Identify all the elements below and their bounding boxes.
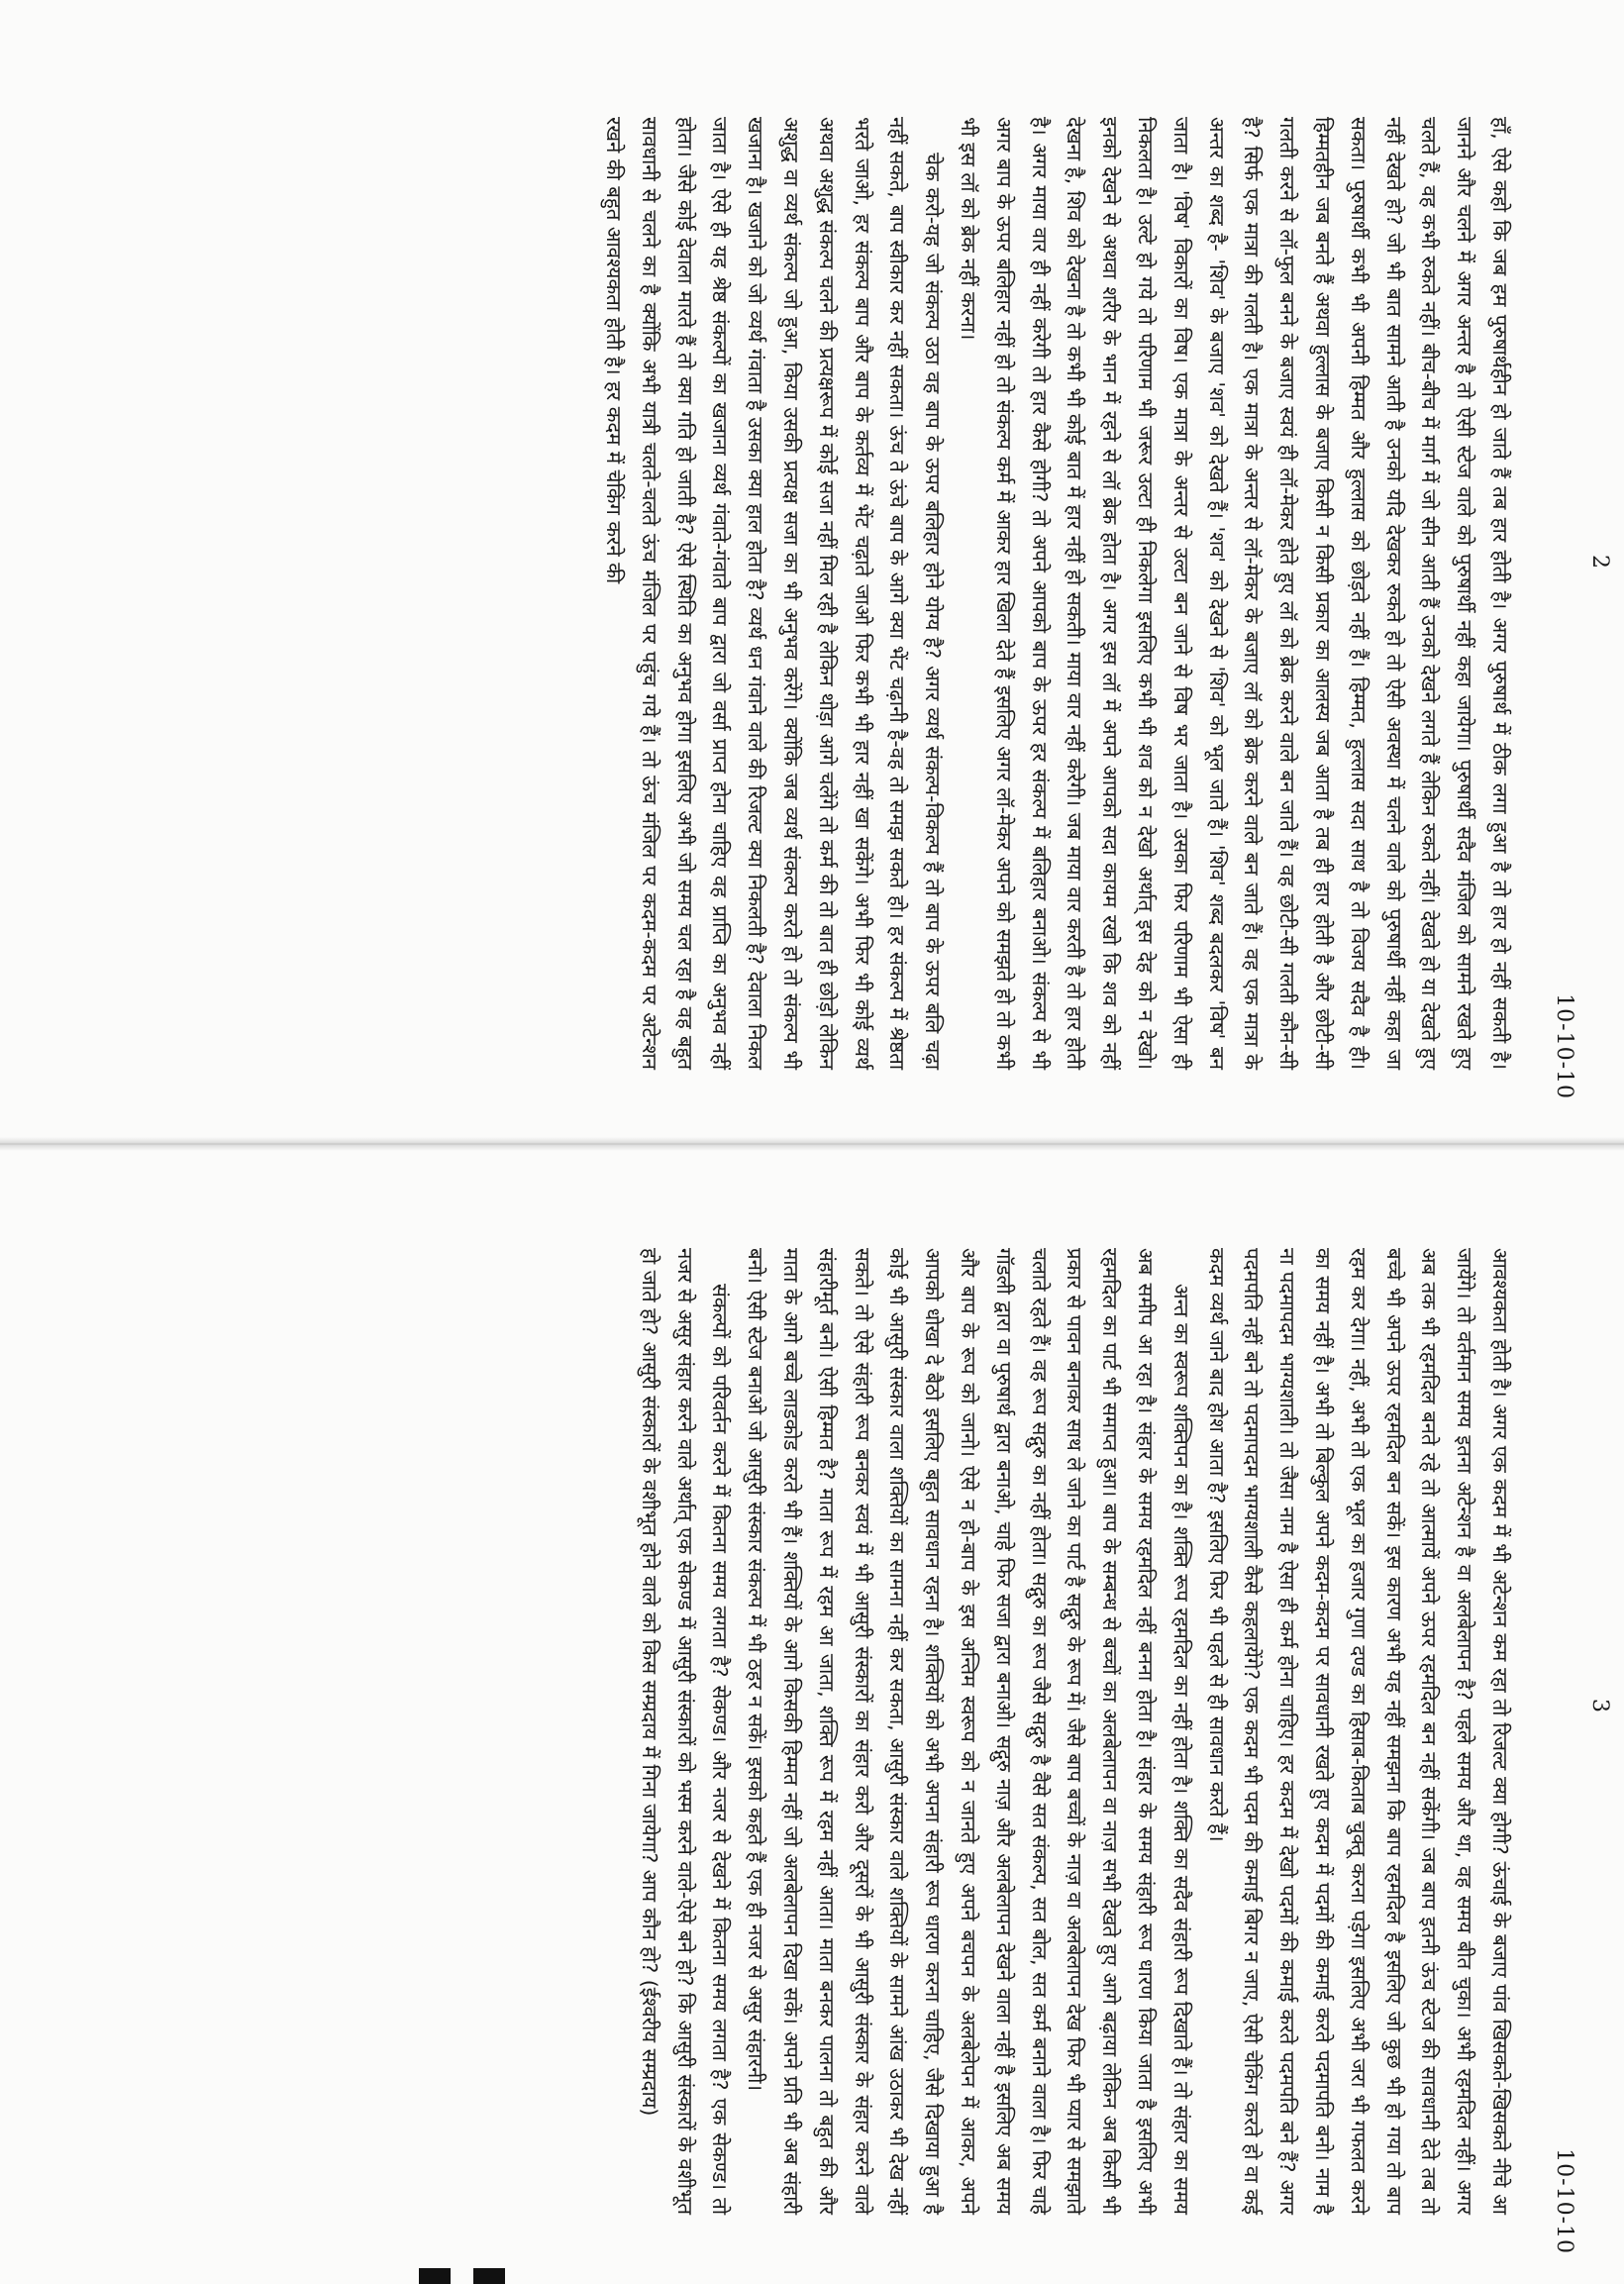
page-date: 10-10-10 bbox=[1552, 2148, 1576, 2254]
right-page bbox=[0, 1149, 1624, 2284]
page-number: 3 bbox=[1587, 1699, 1612, 1713]
page-date: 10-10-10 bbox=[1552, 993, 1576, 1099]
page-body bbox=[631, 1248, 1517, 2215]
paragraph: चेक करो-यह जो संकल्प उठा वह बाप के ऊपर बलिहार होने योग्य है? अगर व्यर्थ संकल्प-विकल्प हैं तो बाप के ऊपर बलि चढ़ा नहीं सकते, बाप स्वीकार कर नहीं सकता। ऊंच ते ऊंचे बाप के आगे क्या भेंट चढ़ानी है-वह तो समझ सकते हो। हर संकल्प में श्रेष्ठता भरते जाओ, हर संकल्प बाप और बाप के कर्तव्य में भेंट चढ़ाते जाओ फिर कभी भी हार नहीं खा सकेंगे। अभी फिर भी कोई व्यर्थ अथवा अशुद्ध संकल्प चलने की प्रत्यक्षरूप में कोई सजा नहीं मिल रही है लेकिन थोड़ा आगे चलेंगे तो कर्म की तो बात ही छोड़ो लेकिन अशुद्ध वा व्यर्थ संकल्प जो हुआ, किया उसकी प्रत्यक्ष सजा का भी अनुभव करेंगे। क्योंकि जब व्यर्थ संकल्प करते हो तो संकल्प भी खजाना है। खजाने को जो व्यर्थ गंवाता है उसका क्या हाल होता है? व्यर्थ धन गंवाने वाले की रिजल्ट क्या निकलती है? देवाला निकल जाता है। ऐसे ही यह श्रेष्ठ संकल्पों का खजाना व्यर्थ गंवाते-गंवाते बाप द्वारा जो वर्सा प्राप्त होना चाहिए वह प्राप्ति का अनुभव नहीं होता। जैसे कोई देवाला मारते हैं तो क्या गति हो जाती है? ऐसे स्थिति का अनुभव होगा इसलिए अभी जो समय चल रहा है वह बहुत सावधानी से चलने का है क्योंकि अभी यात्री चलते-चलते ऊंच मंजिल पर पहुंच गये हैं। तो ऊंच मंजिल पर कदम-कदम पर अटेन्शन रखने की बहुत आवश्यकता होती है। हर कदम में चेकिंग करने की bbox=[602, 117, 946, 1070]
paragraph: आवश्यकता होती है। अगर एक कदम में भी अटेन्शन कम रहा तो रिजल्ट क्या होगी? ऊंचाई के बजाए पांव खिसकते-खिसकते नीचे आ जायेंगे। तो वर्तमान समय इतना अटेन्शन है वा अलबेलापन है? पहले समय और था, वह समय बीत चुका। अभी रहमदिल नहीं। अगर अब तक भी रहमदिल बनते रहे तो आत्मायें अपने ऊपर रहमदिल बन नहीं सकेंगी। जब बाप इतनी ऊंच स्टेज की सावधानी देते तब तो बच्चे भी अपने ऊपर रहमदिल बन सकें। इस कारण अभी यह नहीं समझना कि बाप रहमदिल है इसलिए जो कुछ भी हो गया तो बाप रहम कर देगा। नहीं, अभी तो एक भूल का हजार गुणा दण्ड का हिसाब-किताब चुक्तू करना पड़ेगा इसलिए अभी जरा भी गफलत करने का समय नहीं है। अभी तो बिल्कुल अपने कदम-कदम पर सावधानी रखते हुए कदम में पदमों की कमाई करते पदमापति बनो। नाम है ना पदमापदम भाग्यशाली। तो जैसा नाम है ऐसा ही कर्म होना चाहिए। हर कदम में देखो पदमों की कमाई करते पदमपति बने हैं? अगर पदमपति नहीं बने तो पदमापदम भाग्यशाली कैसे कहलायेंगे? एक कदम भी पदम की कमाई बिगर न जाए, ऐसी चेकिंग करते हो वा कई कदम व्यर्थ जाने बाद होश आता है? इसलिए फिर भी पहले से ही सावधान करते हैं। bbox=[1204, 1248, 1512, 2215]
scan-edge-mark bbox=[419, 2268, 451, 2284]
left-page bbox=[0, 0, 1624, 1139]
paragraph: हाँ, ऐसे कहो कि जब हम पुरुषार्थहीन हो जाते हैं तब हार होती है। अगर पुरुषार्थ में ठीक लगा हुआ है तो हार हो नहीं सकती है। जानने और चलने में अगर अन्तर है तो ऐसी स्टेज वाले को पुरुषार्थी नहीं कहा जायेगा। पुरुषार्थी सदैव मंजिल को सामने रखते हुए चलते हैं, वह कभी रुकते नहीं। बीच-बीच में मार्ग में जो सीन आती हैं उनको देखने लगते हैं लेकिन रुकते नहीं। देखते हो या देखते हुए नहीं देखते हो? जो भी बात सामने आती है उनको यदि देखकर रुकते हो तो ऐसी अवस्था में चलने वाले को पुरुषार्थी नहीं कहा जा सकता। पुरुषार्थी कभी भी अपनी हिम्मत और हुल्लास को छोड़ते नहीं हैं। हिम्मत, हुल्लास सदा साथ है तो विजय सदैव है ही। हिम्मतहीन जब बनते हैं अथवा हुल्लास के बजाए किसी न किसी प्रकार का आलस्य जब आता है तब ही हार होती है और छोटी-सी गलती करने से लॉ-फुल बनने के बजाए स्वयं ही लॉ-मेकर होते हुए लॉ को ब्रेक करने वाले बन जाते हैं। वह छोटी-सी गलती कौन-सी है? सिर्फ एक मात्रा की गलती है। एक मात्रा के अन्तर से लॉ-मेकर के बजाए लॉ को ब्रेक करने वाले बन जाते हैं। वह एक मात्रा के अन्तर का शब्द है- 'शिव' के बजाए 'शव' को देखते हैं। 'शव' को देखने से 'शिव' को भूल जाते हैं। 'शिव' शब्द बदलकर 'विष' बन जाता है। 'विष' विकारों का विष। एक मात्रा के अन्तर से उल्टा बन जाने से विष भर जाता है। उसका फिर परिणाम भी ऐसा ही निकलता है। उल्टे हो गये तो परिणाम भी जरूर उल्टा ही निकलेगा इसलिए कभी भी शव को न देखो अर्थात् इस देह को न देखो। इनको देखने से अथवा शरीर के भान में रहने से लॉ ब्रेक होता है। अगर इस लॉ में अपने आपको सदा कायम रखो कि शव को नहीं देखना है, शिव को देखना है तो कभी भी कोई बात में हार नहीं हो सकती। माया वार नहीं करेगी। जब माया वार करती है तो हार होती है। अगर माया वार ही नहीं करेगी तो हार कैसे होगी? तो अपने आपको बाप के ऊपर हर संकल्प में बलिहार बनाओ। संकल्प से भी अगर बाप के ऊपर बलिहार नहीं हो तो संकल्प कर्म में आकर हार खिला देते हैं इसलिए अगर लॉ-मेकर अपने को समझते हो तो कभी भी इस लॉ को ब्रेक नहीं करना। bbox=[957, 117, 1512, 1070]
page-number: 2 bbox=[1587, 555, 1612, 569]
paragraph: संकल्पों को परिवर्तन करने में कितना समय लगता है? सेकण्ड। और नजर से देखने में कितना समय लगता है? एक सेकण्ड। तो नजर से असुर संहार करने वाले अर्थात् एक सेकण्ड में आसुरी संस्कारों को भस्म करने वाले-ऐसे बने हो? कि आसुरी संस्कारों के वशीभूत हो जाते हो? आसुरी संस्कारों के वशीभूत होने वाले को किस सम्प्रदाय में गिना जायेगा? आप कौन हो? (ईश्वरीय सम्प्रदाय) bbox=[637, 1248, 733, 2215]
page-body bbox=[595, 117, 1517, 1070]
paragraph: अन्त का स्वरूप शक्तिपन का है। शक्ति रूप रहमदिल का नहीं होता है। शक्ति का सदैव संहारी रूप दिखाते हैं। तो संहार का समय अब समीप आ रहा है। संहार के समय रहमदिल नहीं बनना होता है। संहार के समय संहारी रूप धारण किया जाता है इसलिए अभी रहमदिल का पार्ट भी समाप्त हुआ। बाप के सम्बन्ध से बच्चों का अलबेलापन वा नाज़ सभी देखते हुए आगे बढ़ाया लेकिन अब किसी भी प्रकार से पावन बनाकर साथ ले जाने का पार्ट है सद्गुरु के रूप में। जैसे बाप बच्चों के नाज़ वा अलबेलापन देख फिर भी प्यार से समझाते चलाते रहते हैं। वह रूप सद्गुरु का नहीं होता। सद्गुरु का रूप जैसे सद्गुरु है वैसे सत संकल्प, सत बोल, सत कर्म बनाने वाला है। फिर चाहे गॉडली द्वारा वा पुरुषार्थ द्वारा बनाओ, चाहे फिर सजा द्वारा बनाओ। सद्गुरु नाज़ और अलबेलापन देखने वाला नहीं है इसलिए अब समय और बाप के रूप को जानो। ऐसे न हो-बाप के इस अन्तिम स्वरूप को न जानते हुए अपने बचपन के अलबेलेपन में आकर, अपने आपको धोखा दे बैठो इसलिए बहुत सावधान रहना है। शक्तियों को अभी अपना संहारी रूप धारण करना चाहिए, जैसे दिखाया हुआ है कोई भी आसुरी संस्कार वाला शक्तियों का सामना नहीं कर सकता, आसुरी संस्कार वाले शक्तियों के सामने आंख उठाकर भी देख नहीं सकते। तो ऐसे संहारी रूप बनकर स्वयं में भी आसुरी संस्कारों का संहार करो और दूसरों के भी आसुरी संस्कार के संहार करने वाले संहारीमूर्त बनो। ऐसी हिम्मत है? माता रूप में रहम आ जाता, शक्ति रूप में रहम नहीं आता। माता बनकर पालना तो बहुत की और माता के आगे बच्चे लाडकोड करते भी हैं। शक्तियों के आगे किसकी हिम्मत नहीं जो अलबेलापन दिखा सकें। अपने प्रति भी अब संहारी बनो। ऐसी स्टेज बनाओ जो आसुरी संस्कार संकल्प में भी ठहर न सकें। इसको कहते हैं एक ही नजर से असुर संहारनी। bbox=[744, 1248, 1193, 2215]
scan-edge-mark bbox=[473, 2268, 505, 2284]
